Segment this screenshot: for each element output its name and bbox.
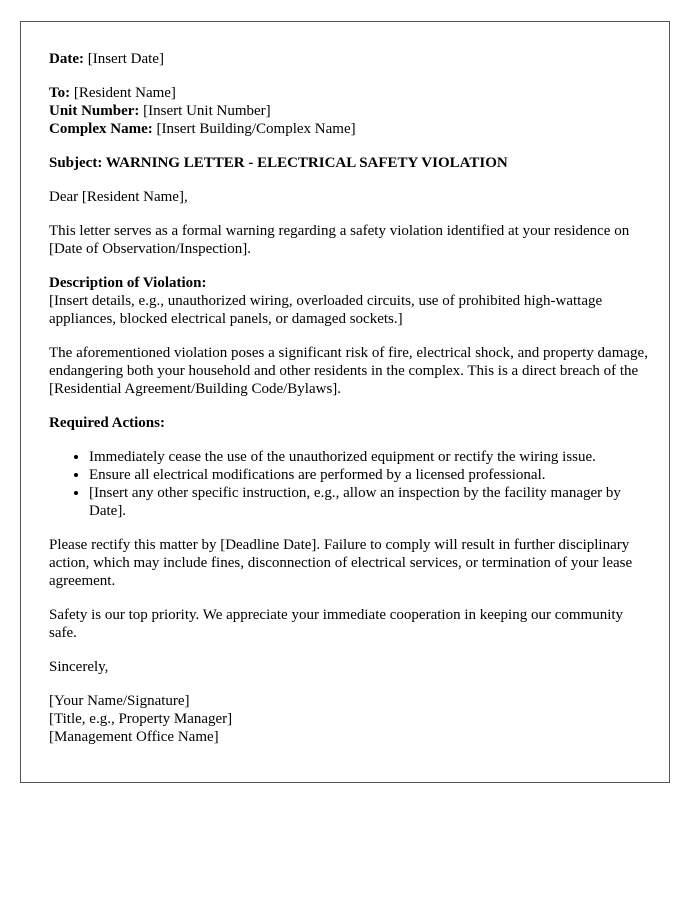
unit-line: [49, 102, 649, 120]
complex-value: [Insert Building/Complex Name]: [152, 121, 356, 137]
unit-value: [Insert Unit Number]: [139, 103, 271, 119]
signer-title: [Title, e.g., Property Manager]: [49, 711, 233, 727]
violation-section: [49, 274, 649, 328]
complex-line: [49, 120, 649, 138]
valediction: Sincerely,: [49, 659, 109, 675]
to-label: To:: [49, 85, 71, 101]
subject-label: Subject:: [49, 155, 103, 171]
intro-paragraph: This letter serves as a formal warning regarding a safety violation identified at your residence on [Date of Observation/Inspection].: [49, 223, 630, 257]
list-item: • Ensure all electrical modifications are performed by a licensed professional.: [89, 466, 649, 484]
complex-label: Complex Name:: [49, 121, 153, 137]
letter-document: [20, 21, 670, 783]
recipient-block: [49, 84, 649, 138]
date-line: [49, 50, 649, 68]
deadline-paragraph: Please rectify this matter by [Deadline Date]. Failure to comply will result in further disciplinary action, which may include fines, disconnection of electrical services, or termination of your lease agreement.: [49, 537, 633, 589]
signature-block: [49, 692, 649, 746]
list-item: • [Insert any other specific instruction, e.g., allow an inspection by the facility manager by Date].: [89, 484, 649, 520]
date-value: [Insert Date]: [83, 51, 164, 67]
risk-paragraph: The aforementioned violation poses a significant risk of fire, electrical shock, and property damage, endangering both your household and other residents in the complex. This is a direct breach of the [Residential Agreement/Building Code/Bylaws].: [49, 345, 648, 397]
closing-paragraph: Safety is our top priority. We appreciate your immediate cooperation in keeping our community safe.: [49, 607, 624, 641]
actions-heading: [49, 414, 649, 432]
actions-list: [49, 448, 649, 520]
violation-heading-text: Description of Violation:: [49, 275, 207, 291]
to-line: [49, 84, 649, 102]
to-value: [Resident Name]: [70, 85, 176, 101]
violation-text: [Insert details, e.g., unauthorized wiring, overloaded circuits, use of prohibited high-wattage appliances, blocked electrical panels, or damaged sockets.]: [49, 293, 603, 327]
subject-line: [49, 154, 649, 172]
signer-name: [Your Name/Signature]: [49, 693, 190, 709]
violation-heading: [49, 274, 649, 292]
list-item: • Immediately cease the use of the unauthorized equipment or rectify the wiring issue.: [89, 448, 649, 466]
date-label: Date:: [49, 51, 84, 67]
actions-heading-text: Required Actions:: [49, 415, 165, 431]
unit-label: Unit Number:: [49, 103, 140, 119]
signer-office: [Management Office Name]: [49, 729, 219, 745]
salutation: Dear [Resident Name],: [49, 189, 188, 205]
subject-value: WARNING LETTER - ELECTRICAL SAFETY VIOLATION: [102, 155, 508, 171]
